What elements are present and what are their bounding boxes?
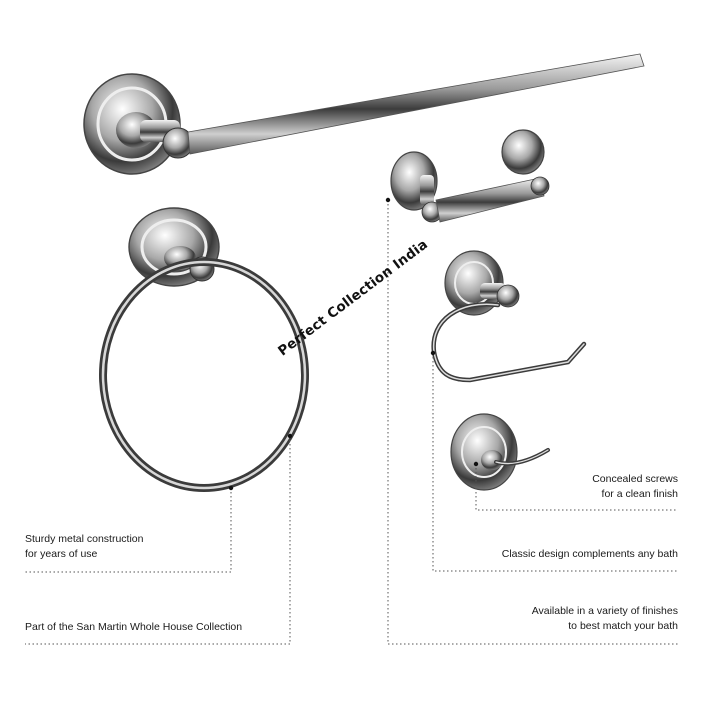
callout-text: Sturdy metal construction <box>25 533 144 545</box>
watermark-text: Perfect Collection India <box>275 236 431 360</box>
callout-anchor-dots <box>229 198 478 490</box>
callout-text: Classic design complements any bath <box>501 548 678 560</box>
towel-bar <box>84 54 644 174</box>
robe-hook <box>451 414 548 490</box>
callout-finishes <box>532 604 678 634</box>
callout-text: for years of use <box>25 548 98 560</box>
callout-leaders <box>25 200 678 644</box>
callout-text: Part of the San Martin Whole House Collection <box>25 621 243 633</box>
toilet-paper-holder <box>391 130 549 222</box>
callout-text: to best match your bath <box>568 620 678 632</box>
towel-ring <box>103 208 305 488</box>
callout-text: Available in a variety of finishes <box>531 605 678 617</box>
callout-concealed-screws <box>592 472 678 502</box>
hand-towel-holder <box>434 251 584 380</box>
callout-text: Concealed screws <box>592 473 678 485</box>
callout-collection <box>25 620 242 635</box>
callout-metal-construction <box>25 532 143 562</box>
callout-classic-design <box>502 547 678 562</box>
callout-text: for a clean finish <box>601 488 678 500</box>
